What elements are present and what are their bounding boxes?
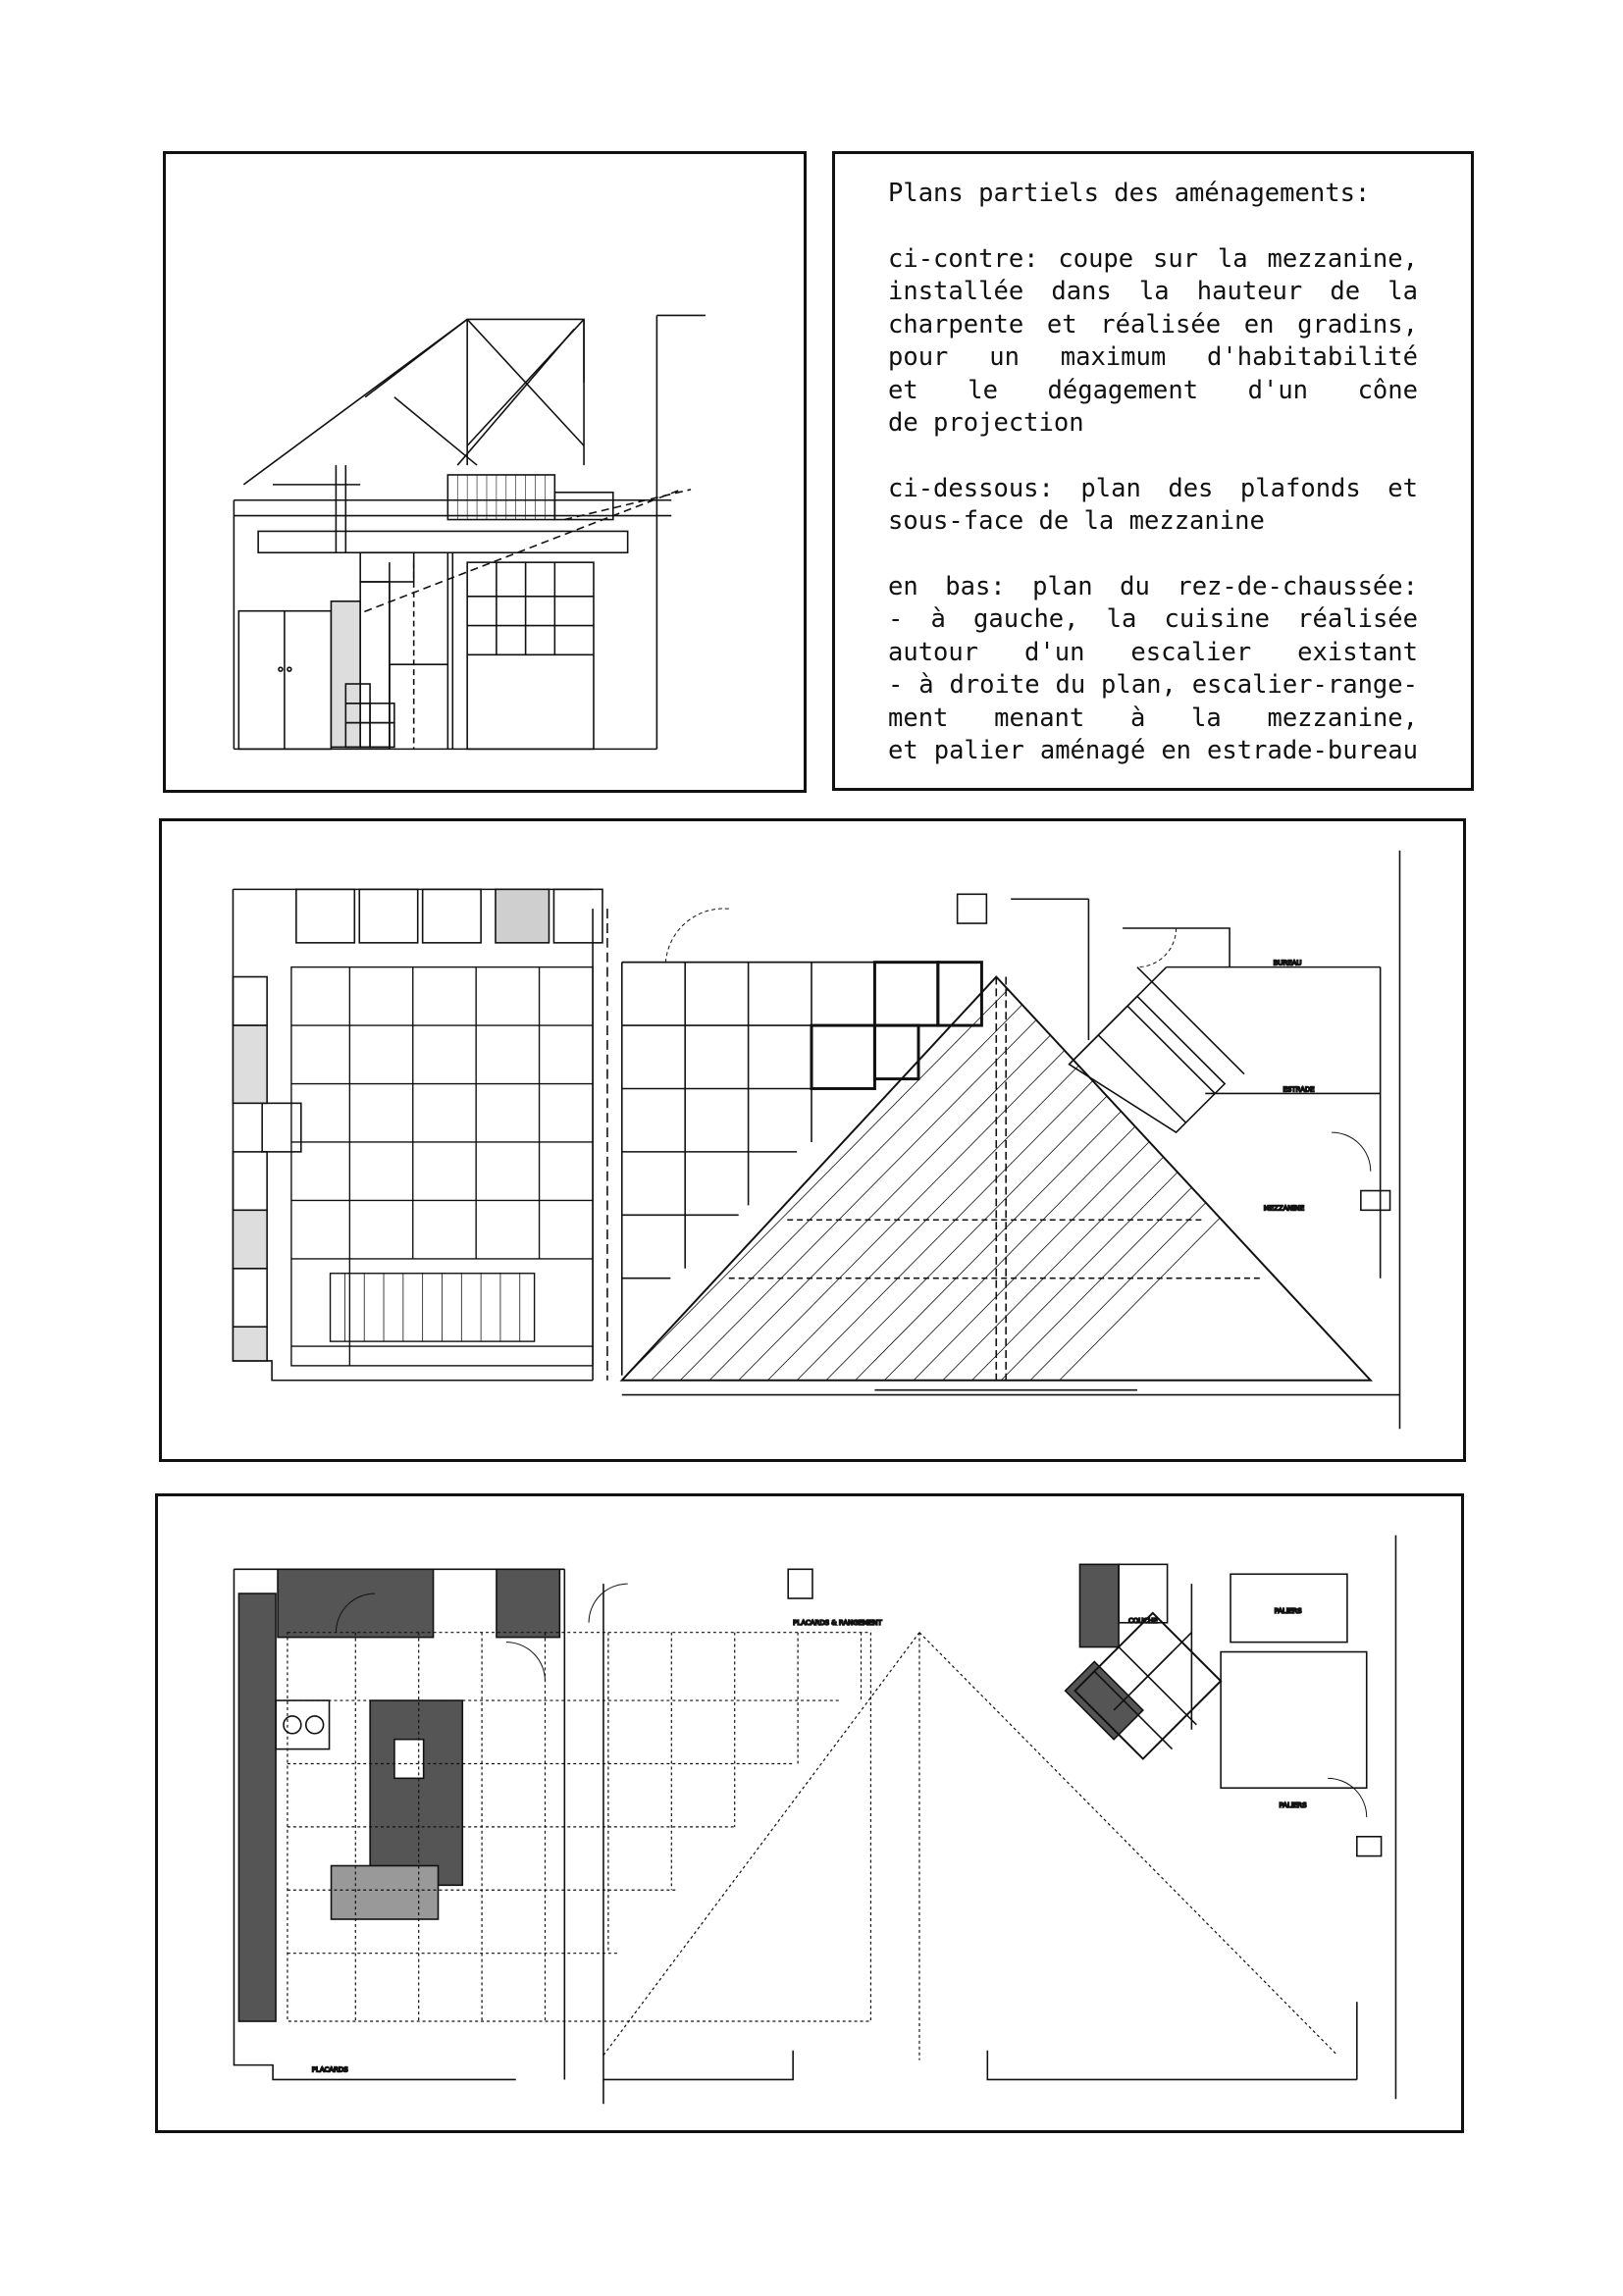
description-text [888,178,1418,801]
label-bureau: BUREAU [1273,959,1302,967]
mezzanine-section-drawing [166,154,804,790]
ceiling-plan-frame [159,818,1466,1462]
section-intro-line: installée dans la hauteur de la [888,277,1418,306]
section-intro-line: de projection [888,408,1084,438]
label-paliers-bottom: PALIERS [1279,1801,1307,1810]
section-intro [888,243,1418,441]
ground-intro-line: en bas: plan du rez-de-chaussée: [888,571,1418,601]
section-intro-line: pour un maximum d'habitabilité [888,342,1418,372]
ground-intro-line: autour d'un escalier existant [888,637,1418,667]
section-intro-line: et le dégagement d'un cône [888,375,1418,405]
section-intro-line: ci-contre: coupe sur la mezzanine, [888,243,1418,274]
ground-plan-frame [155,1493,1464,2133]
ground-intro-line: ment menant à la mezzanine, [888,703,1418,733]
description-frame [832,151,1474,791]
ground-intro-line: - à droite du plan, escalier-range- [888,670,1418,700]
ceiling-plan-drawing [162,821,1463,1459]
ceiling-intro-line: ci-dessous: plan des plafonds et [888,473,1418,503]
ground-floor-plan-drawing [158,1496,1461,2130]
ground-intro-line: et palier aménagé en estrade-bureau [888,736,1418,765]
ceiling-intro [888,473,1418,539]
label-couche: COUCHE [1127,1616,1158,1625]
section-drawing-frame [163,151,807,793]
ceiling-intro-line: sous-face de la mezzanine [888,506,1265,536]
ground-intro-line: - à gauche, la cuisine réalisée [888,604,1418,634]
description-title: Plans partiels des aménagements: [888,179,1371,208]
label-paliers-top: PALIERS [1274,1606,1302,1615]
label-placards: PLACARDS [311,2065,348,2074]
label-mezzanine: MEZZANINE [1263,1204,1305,1213]
label-placards-rangement: PLACARDS & RANGEMENT [793,1618,882,1627]
section-intro-line: charpente et réalisée en gradins, [888,309,1418,339]
label-estrade: ESTRADE [1283,1085,1315,1094]
ground-intro [888,571,1418,768]
